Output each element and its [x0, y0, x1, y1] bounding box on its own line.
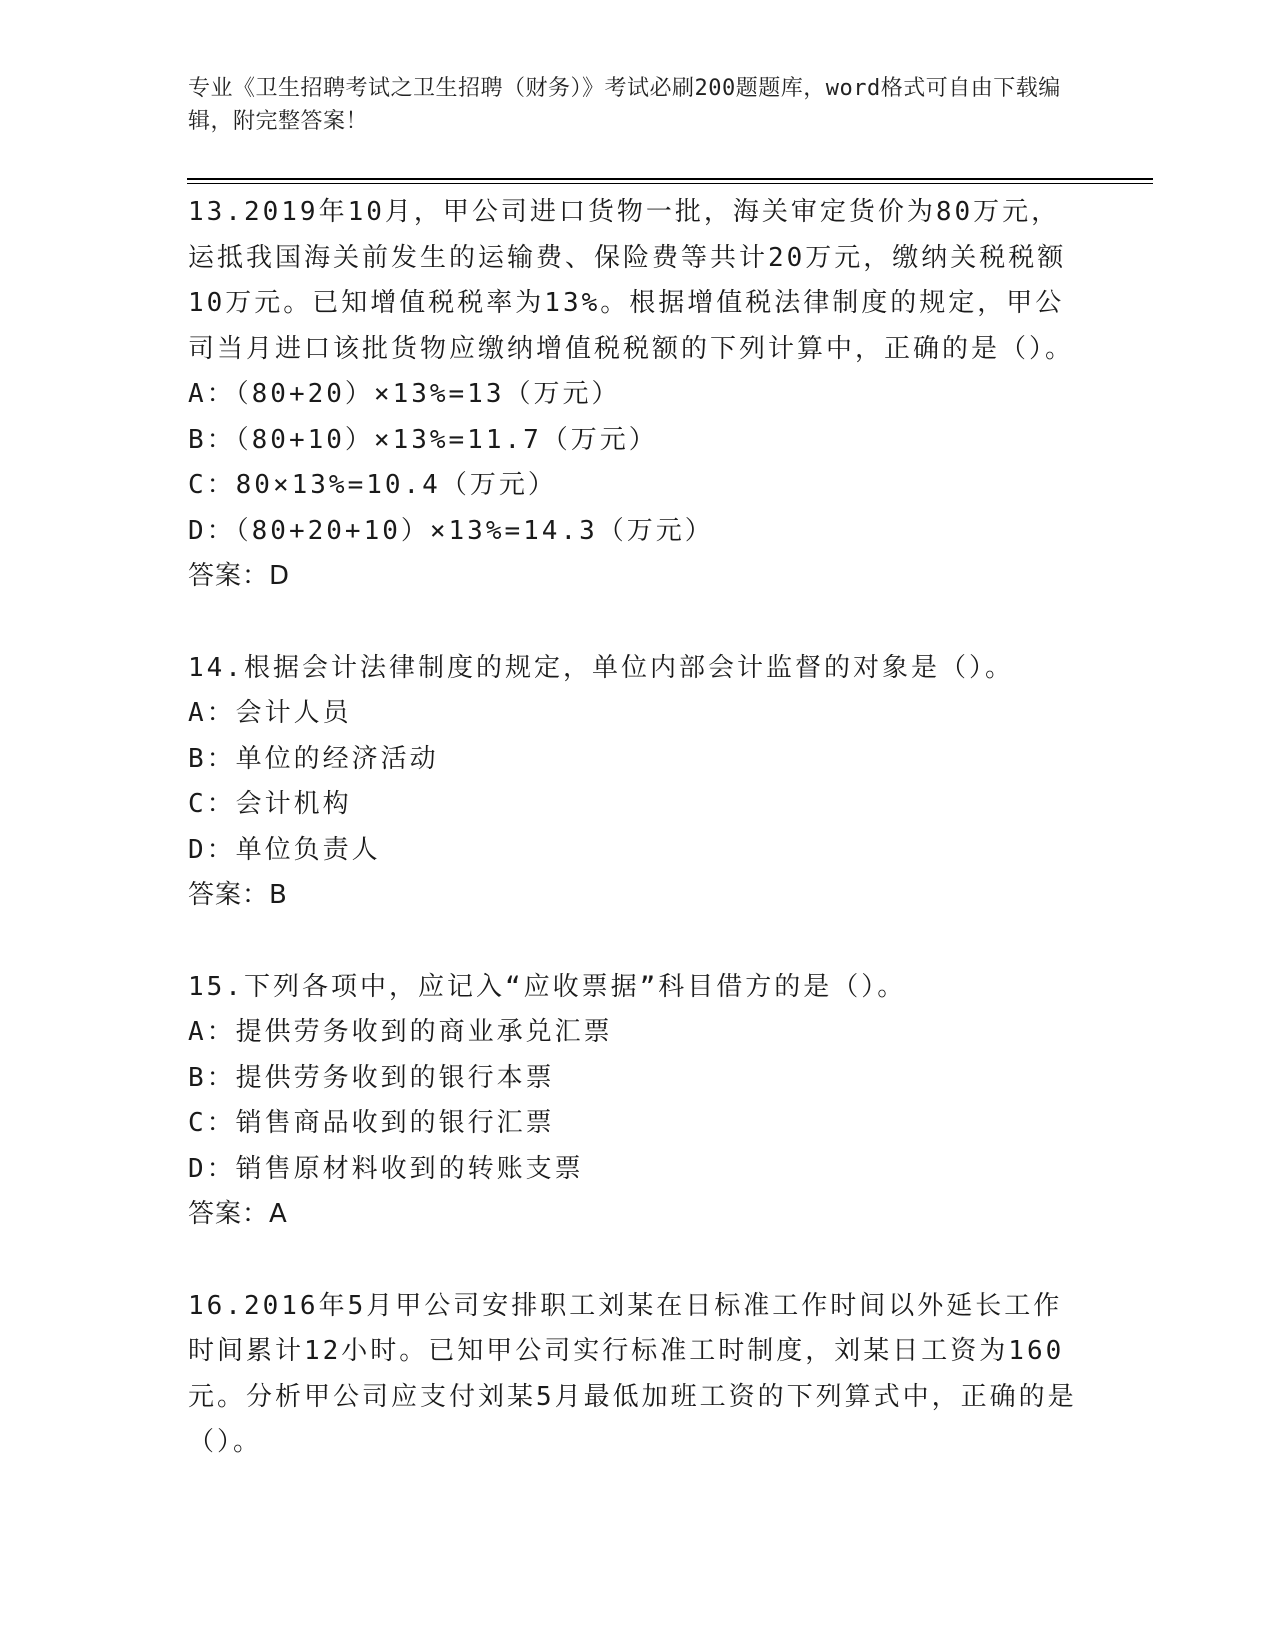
question-15 — [188, 965, 1088, 1238]
question-list — [188, 190, 1088, 1512]
option-a: A：（80+20）×13%=13（万元） — [188, 379, 621, 409]
option-b: B：单位的经济活动 — [188, 743, 439, 774]
option-c: C：80×13%=10.4（万元） — [188, 470, 557, 500]
question-14 — [188, 646, 1088, 919]
option-b: B：（80+10）×13%=11.7（万元） — [188, 424, 658, 455]
header-divider-thin — [187, 183, 1153, 184]
option-a: A：会计人员 — [188, 698, 352, 728]
option-a: A：提供劳务收到的商业承兑汇票 — [188, 1017, 613, 1047]
question-stem: 13.2019年10月，甲公司进口货物一批，海关审定货价为80万元，运抵我国海关前发生的运输费、保险费等共计20万元，缴纳关税税额10万元。已知增值税税率为13%。根据增值税法律制度的规定，甲公司当月进口该批货物应缴纳增值税税额的下列计算中，正确的是（）。 — [188, 197, 1075, 364]
question-stem: 16.2016年5月甲公司安排职工刘某在日标准工作时间以外延长工作时间累计12小时。已知甲公司实行标准工时制度，刘某日工资为160元。分析甲公司应支付刘某5月最低加班工资的下列算式中，正确的是（）。 — [188, 1290, 1077, 1457]
question-stem: 15.下列各项中，应记入“应收票据”科目借方的是（）。 — [188, 971, 907, 1002]
answer: 答案：B — [188, 880, 288, 910]
header-divider-thick — [187, 178, 1153, 180]
question-16 — [188, 1284, 1088, 1466]
option-d: D：单位负责人 — [188, 834, 381, 865]
option-c: C：会计机构 — [188, 789, 352, 819]
question-13 — [188, 190, 1088, 600]
answer: 答案：A — [188, 1199, 288, 1229]
option-b: B：提供劳务收到的银行本票 — [188, 1062, 555, 1093]
option-d: D：销售原材料收到的转账支票 — [188, 1153, 584, 1184]
document-header: 专业《卫生招聘考试之卫生招聘（财务）》考试必刷200题题库，word格式可自由下载编辑，附完整答案！ — [188, 76, 1061, 134]
option-d: D：（80+20+10）×13%=14.3（万元） — [188, 515, 714, 546]
question-stem: 14.根据会计法律制度的规定，单位内部会计监督的对象是（）。 — [188, 652, 1014, 683]
answer: 答案：D — [188, 561, 291, 591]
option-c: C：销售商品收到的银行汇票 — [188, 1108, 555, 1138]
